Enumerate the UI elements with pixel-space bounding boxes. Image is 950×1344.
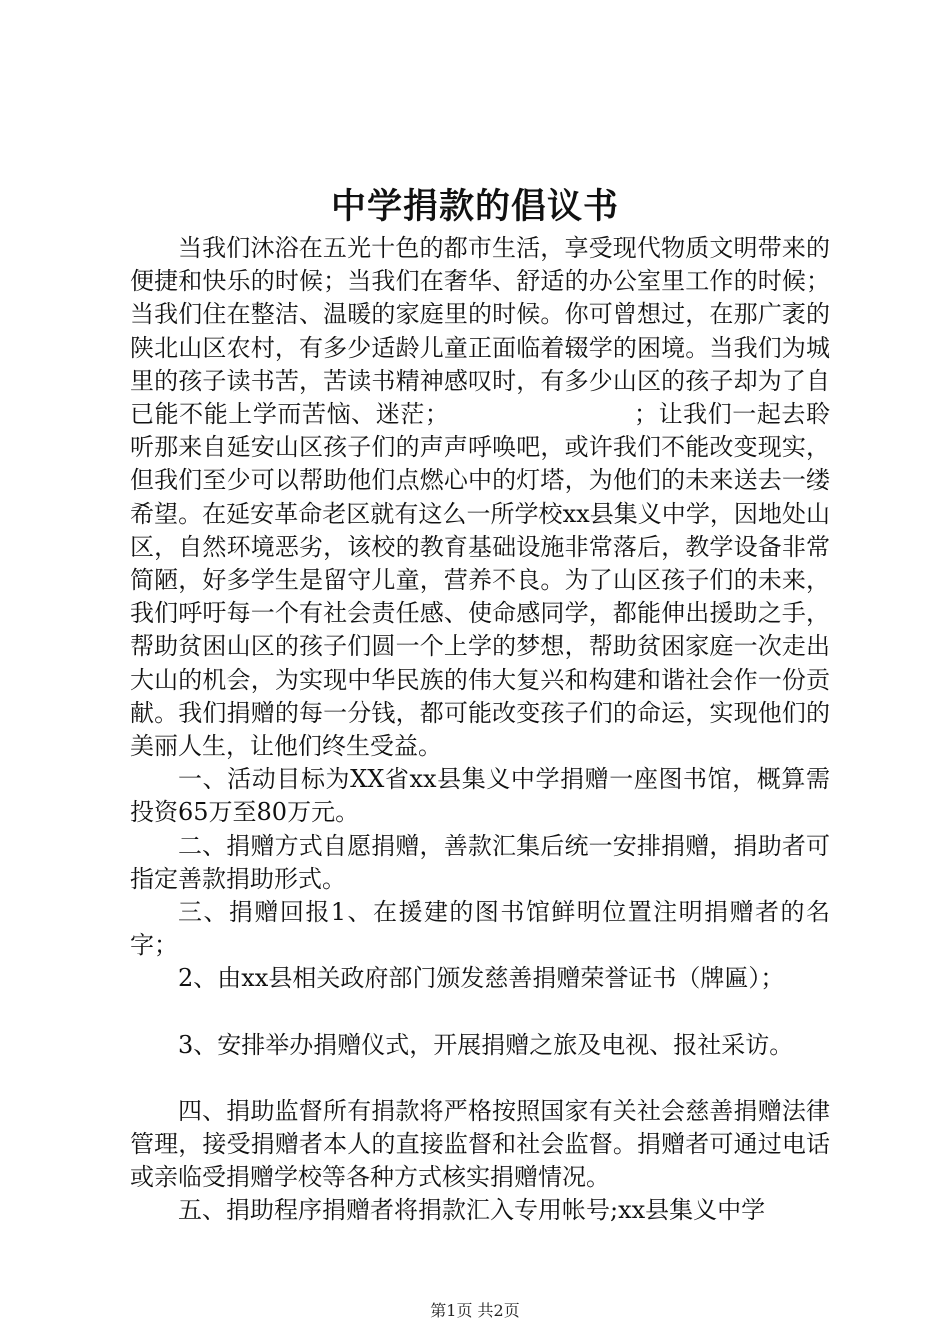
paragraph-method: 二、捐赠方式自愿捐赠，善款汇集后统一安排捐赠，捐助者可指定善款捐助形式。 bbox=[130, 831, 830, 893]
paragraph-reward: 三、捐赠回报1、在援建的图书馆鲜明位置注明捐赠者的名字； bbox=[130, 898, 830, 960]
document-title: 中学捐款的倡议书 bbox=[330, 186, 619, 227]
paragraph-goal: 一、活动目标为XX省xx县集义中学捐赠一座图书馆，概算需投资65万至80万元。 bbox=[130, 765, 830, 827]
page-footer: 第1页 共2页 bbox=[430, 1301, 520, 1320]
paragraph-reward-3: 3、安排举办捐赠仪式，开展捐赠之旅及电视、报社采访。 bbox=[178, 1030, 794, 1059]
paragraph-procedure: 五、捐助程序捐赠者将捐款汇入专用帐号;xx县集义中学 bbox=[178, 1196, 766, 1225]
document-body bbox=[130, 232, 830, 1228]
paragraph-supervision: 四、捐助监督所有捐款将严格按照国家有关社会慈善捐赠法律管理，接受捐赠者本人的直接监督和社会监督。捐赠者可通过电话或亲临受捐赠学校等各种方式核实捐赠情况。 bbox=[130, 1096, 830, 1192]
paragraph-intro: 当我们沐浴在五光十色的都市生活，享受现代物质文明带来的便捷和快乐的时候；当我们在奢华、舒适的办公室里工作的时候；当我们住在整洁、温暖的家庭里的时候。你可曾想过，在那广袤的陕北山区农村，有多少适龄儿童正面临着辍学的困境。当我们为城里的孩子读书苦，苦读书精神感叹时，有多少山区的孩子却为了自已能不能上学而苦恼、迷茫； ；让我们一起去聆听那来自延安山区孩子们的声声呼唤吧，或许我们不能改变现实，但我们至少可以帮助他们点燃心中的灯塔，为他们的未来送去一缕希望。在延安革命老区就有这么一所学校xx县集义中学，因地处山区，自然环境恶劣，该校的教育基础设施非常落后，教学设备非常简陋，好多学生是留守儿童，营养不良。为了山区孩子们的未来，我们呼吁每一个有社会责任感、使命感同学，都能伸出援助之手，帮助贫困山区的孩子们圆一个上学的梦想，帮助贫困家庭一次走出大山的机会，为实现中华民族的伟大复兴和构建和谐社会作一份贡献。我们捐赠的每一分钱，都可能改变孩子们的命运，实现他们的美丽人生，让他们终生受益。 bbox=[130, 234, 830, 761]
paragraph-reward-2: 2、由xx县相关政府部门颁发慈善捐赠荣誉证书（牌匾）； bbox=[178, 964, 785, 993]
